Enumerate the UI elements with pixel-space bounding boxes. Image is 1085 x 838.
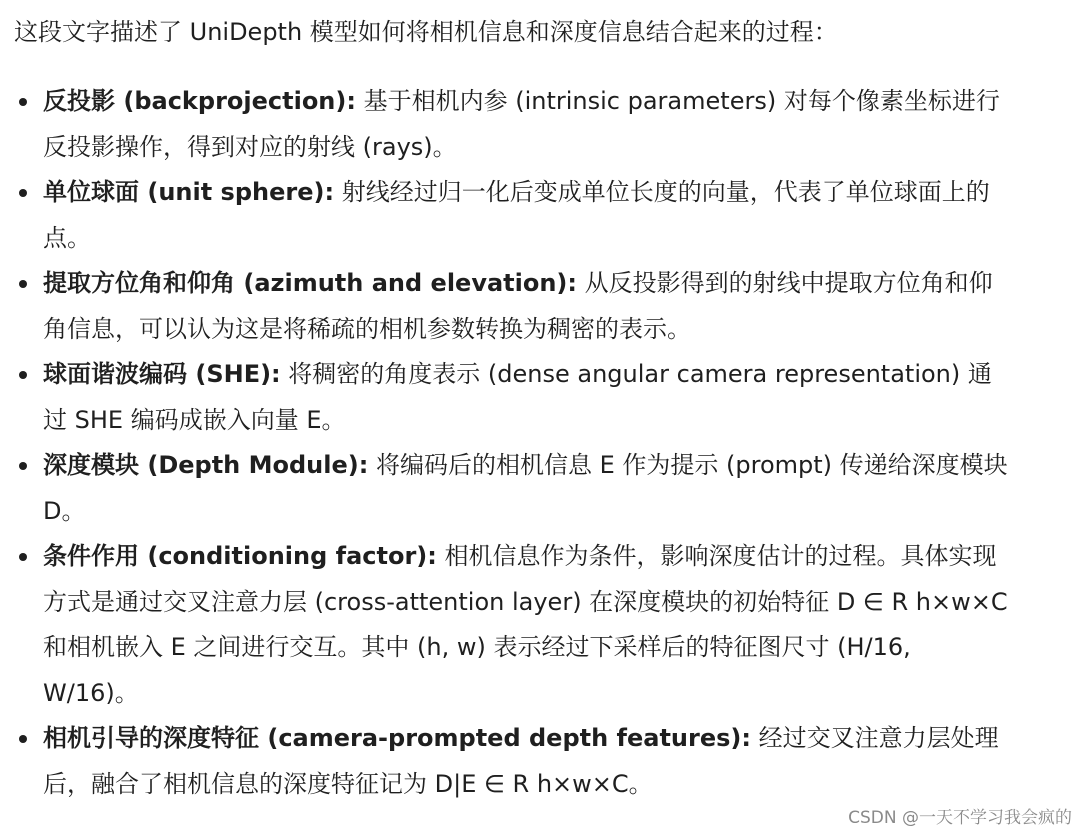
watermark: CSDN @一天不学习我会疯的 <box>848 808 1072 828</box>
item-text: 将稠密的角度表示 (dense angular camera representation) 通过 SHE 编码成嵌入向量 E。 <box>43 360 992 434</box>
bullet-list <box>0 79 1085 807</box>
item-term: 提取方位角和仰角 (azimuth and elevation): <box>43 269 577 297</box>
bullet-dot-icon <box>19 735 27 743</box>
list-item <box>0 716 1008 807</box>
list-item <box>0 352 1008 443</box>
list-item <box>0 170 1008 261</box>
bullet-dot-icon <box>19 371 27 379</box>
item-text: 相机信息作为条件，影响深度估计的过程。具体实现方式是通过交叉注意力层 (cross-attention layer) 在深度模块的初始特征 D ∈ R h×w×C 和相机嵌入 E 之间进行交互。其中 (h, w) 表示经过下采样后的特征图尺寸 (H/16, W/16)。 <box>43 542 1008 707</box>
bullet-dot-icon <box>19 98 27 106</box>
item-text: 将编码后的相机信息 E 作为提示 (prompt) 传递给深度模块 D。 <box>43 451 1008 525</box>
bullet-dot-icon <box>19 189 27 197</box>
item-term: 单位球面 (unit sphere): <box>43 178 335 206</box>
item-term: 球面谐波编码 (SHE): <box>43 360 281 388</box>
list-item <box>0 443 1008 534</box>
bullet-dot-icon <box>19 280 27 288</box>
item-text: 经过交叉注意力层处理后，融合了相机信息的深度特征记为 D|E ∈ R h×w×C。 <box>43 724 999 798</box>
item-term: 相机引导的深度特征 (camera-prompted depth features): <box>43 724 751 752</box>
item-text: 射线经过归一化后变成单位长度的向量，代表了单位球面上的点。 <box>43 178 990 252</box>
item-term: 条件作用 (conditioning factor): <box>43 542 437 570</box>
item-text: 基于相机内参 (intrinsic parameters) 对每个像素坐标进行反投影操作，得到对应的射线 (rays)。 <box>43 87 1000 161</box>
item-term: 深度模块 (Depth Module): <box>43 451 369 479</box>
item-text: 从反投影得到的射线中提取方位角和仰角信息，可以认为这是将稀疏的相机参数转换为稠密的表示。 <box>43 269 993 343</box>
bullet-dot-icon <box>19 553 27 561</box>
bullet-dot-icon <box>19 462 27 470</box>
list-item <box>0 261 1008 352</box>
list-item <box>0 79 1008 170</box>
list-item <box>0 534 1008 716</box>
intro-paragraph: 这段文字描述了 UniDepth 模型如何将相机信息和深度信息结合起来的过程： <box>14 18 838 46</box>
item-term: 反投影 (backprojection): <box>43 87 356 115</box>
